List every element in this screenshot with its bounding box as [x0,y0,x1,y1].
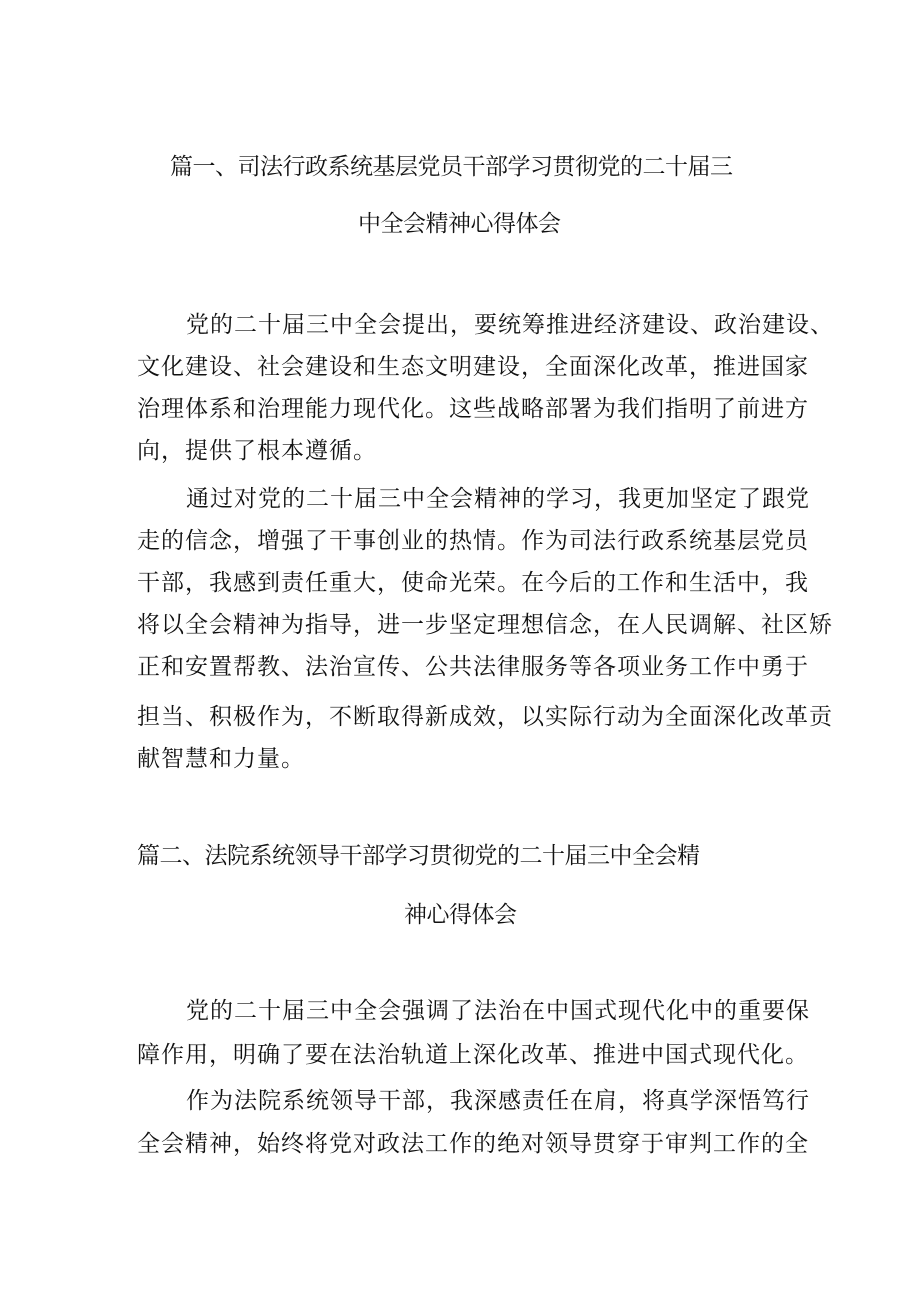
s1-p1-line4: 向，提供了根本遵循。 [137,438,377,464]
s2-p1-line2: 障作用，明确了要在法治轨道上深化改革、推进中国式现代化。 [137,1042,809,1068]
s2-p2-line2: 全会精神，始终将党对政法工作的绝对领导贯穿于审判工作的全 [137,1131,809,1157]
section2-title-line1: 篇二、法院系统领导干部学习贯彻党的二十届三中全会精 [137,843,700,869]
s1-p2-line2: 走的信念，增强了干事创业的热情。作为司法行政系统基层党员 [137,528,809,554]
s1-p2-line1: 通过对党的二十届三中全会精神的学习，我更加坚定了跟党 [186,486,810,512]
s2-p2-line1: 作为法院系统领导干部，我深感责任在肩，将真学深悟笃行 [186,1088,810,1114]
s1-p1-line1: 党的二十届三中全会提出，要统筹推进经济建设、政治建设、 [186,312,834,338]
s1-p1-line2: 文化建设、社会建设和生态文明建设，全面深化改革，推进国家 [137,354,809,380]
s1-p2-line5: 正和安置帮教、法治宣传、公共法律服务等各项业务工作中勇于 [137,654,809,680]
s1-p2-line6: 担当、积极作为，不断取得新成效，以实际行动为全面深化改革贡 [137,704,833,730]
section1-title-line2: 中全会精神心得体会 [358,211,561,237]
s1-p2-line4: 将以全会精神为指导，进一步坚定理想信念，在人民调解、社区矫 [137,612,833,638]
s2-p1-line1: 党的二十届三中全会强调了法治在中国式现代化中的重要保 [186,998,810,1024]
s1-p2-line7: 献智慧和力量。 [137,746,305,772]
s1-p2-line3: 干部，我感到责任重大，使命光荣。在今后的工作和生活中，我 [137,570,809,596]
section1-title-line1: 篇一、司法行政系统基层党员干部学习贯彻党的二十届三 [170,154,733,180]
section2-title-line2: 神心得体会 [404,902,517,928]
s1-p1-line3: 治理体系和治理能力现代化。这些战略部署为我们指明了前进方 [137,396,809,422]
